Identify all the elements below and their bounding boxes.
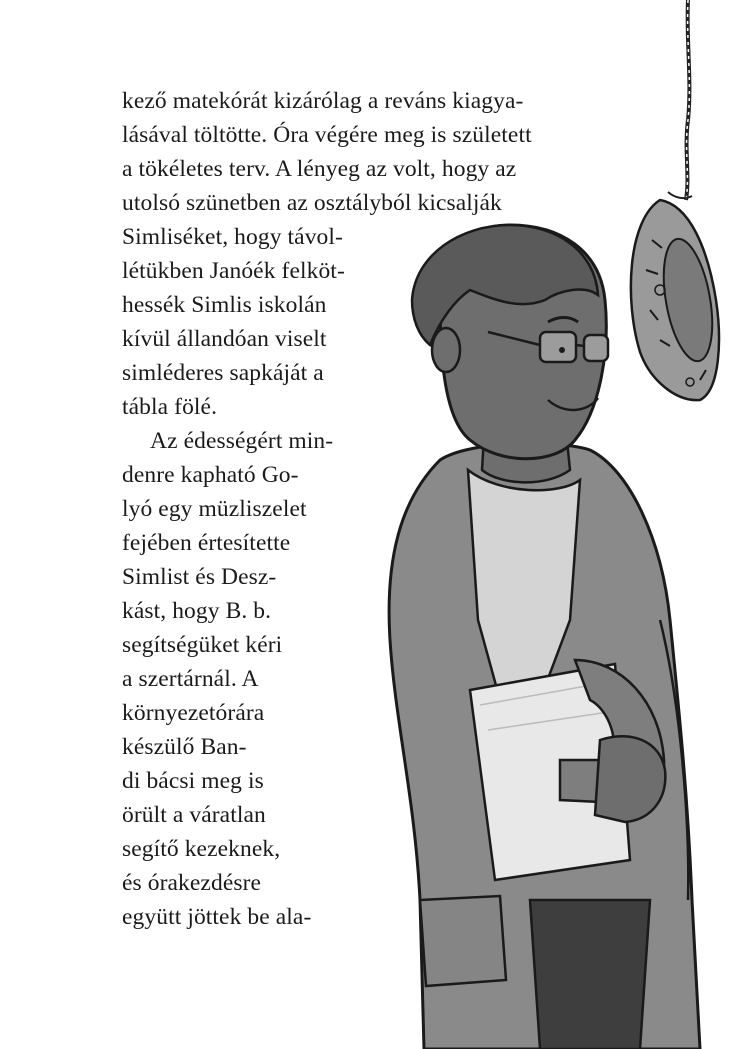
text-line: segítségüket kéri	[122, 632, 283, 658]
rope-icon	[668, 0, 692, 200]
text-line: a szertárnál. A	[122, 666, 259, 692]
text-line: fejében értesítette	[122, 530, 291, 556]
text-line: Az édességért min-	[150, 428, 334, 454]
text-line: tábla fölé.	[122, 394, 218, 420]
text-line: di bácsi meg is	[122, 768, 264, 794]
text-line: denre kapható Go-	[122, 462, 299, 488]
text-line: környezetórára	[122, 700, 265, 726]
text-line: készülő Ban-	[122, 734, 247, 760]
text-line: együtt jöttek be ala-	[122, 904, 312, 930]
text-line: és órakezdésre	[122, 870, 262, 896]
text-line: simléderes sapkáját a	[122, 360, 324, 386]
hanging-cap-icon	[631, 200, 721, 400]
text-line: Simliséket, hogy távol-	[122, 224, 343, 250]
text-line: kást, hogy B. b.	[122, 598, 272, 624]
text-line: Simlist és Desz-	[122, 564, 277, 590]
text-line: segítő kezeknek,	[122, 836, 281, 862]
text-line: a tökéletes terv. A lényeg az volt, hogy az	[122, 156, 517, 182]
text-line: hessék Simlis iskolán	[122, 292, 327, 318]
text-line: lyó egy müzliszelet	[122, 496, 307, 522]
text-line: örült a váratlan	[122, 802, 266, 828]
text-line: lásával töltötte. Óra végére meg is született	[122, 122, 532, 148]
text-line: kívül állandóan viselt	[122, 326, 327, 352]
text-line: létükben Janóék felköt-	[122, 258, 345, 284]
text-line: utolsó szünetben az osztályból kicsalják	[122, 190, 502, 216]
text-line: kező matekórát kizárólag a reváns kiagya-	[122, 88, 524, 114]
